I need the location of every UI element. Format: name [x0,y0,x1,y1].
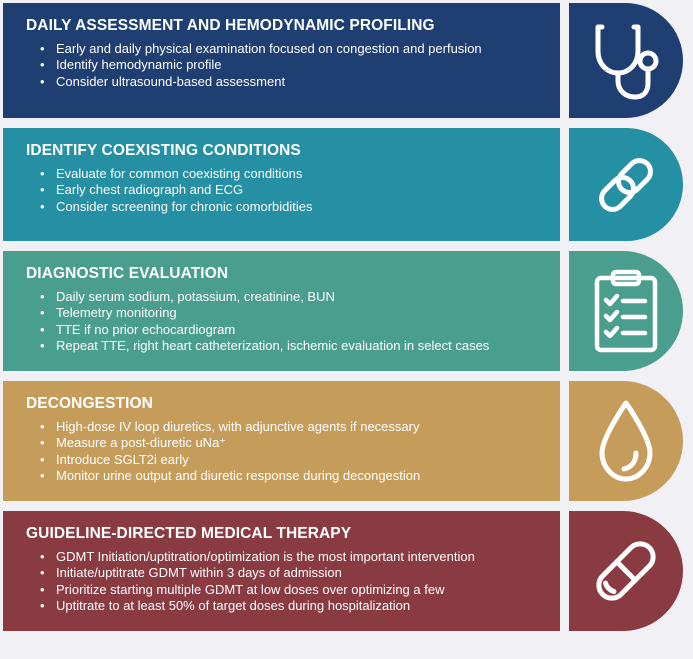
list-item: • Early and daily physical examination focused on congestion and perfusion [40,41,560,57]
water-drop-icon [596,399,656,483]
section-panel [3,128,560,241]
list-item: • Introduce SGLT2i early [40,452,560,468]
list-item: • Consider ultrasound-based assessment [40,74,560,90]
stethoscope-icon [590,21,662,101]
list-item: • Initiate/uptitrate GDMT within 3 days of admission [40,565,560,581]
list-item: • Daily serum sodium, potassium, creatinine, BUN [40,289,560,305]
list-item: • High-dose IV loop diuretics, with adjunctive agents if necessary [40,419,560,435]
clipboard-checklist-icon [591,268,661,354]
section-icon-tab [569,3,683,118]
list-item: • GDMT Initiation/uptitration/optimization is the most important intervention [40,549,560,565]
section-list [26,289,560,355]
section-icon-tab [569,128,683,241]
section-icon-tab [569,511,683,631]
pill-capsule-icon [587,532,665,610]
section-icon-tab [569,381,683,501]
list-item: • Telemetry monitoring [40,305,560,321]
section-list [26,549,560,615]
section-list [26,166,560,215]
section-title: IDENTIFY COEXISTING CONDITIONS [26,142,301,159]
list-item: • TTE if no prior echocardiogram [40,322,560,338]
chain-link-icon [588,147,664,223]
section-title: GUIDELINE-DIRECTED MEDICAL THERAPY [26,525,352,542]
list-item: • Repeat TTE, right heart catheterization, ischemic evaluation in select cases [40,338,560,354]
section-list [26,41,560,90]
list-item: • Uptitrate to at least 50% of target doses during hospitalization [40,598,560,614]
section-title: DAILY ASSESSMENT AND HEMODYNAMIC PROFILING [26,17,435,34]
list-item: • Monitor urine output and diuretic response during decongestion [40,468,560,484]
section-panel [3,3,560,118]
section-list [26,419,560,485]
section-title: DIAGNOSTIC EVALUATION [26,265,229,282]
section-icon-tab [569,251,683,371]
list-item: • Measure a post-diuretic uNa⁺ [40,435,560,451]
list-item: • Identify hemodynamic profile [40,57,560,73]
section-panel [3,511,560,631]
section-panel [3,381,560,501]
list-item: • Prioritize starting multiple GDMT at low doses over optimizing a few [40,582,560,598]
list-item: • Evaluate for common coexisting conditions [40,166,560,182]
list-item: • Early chest radiograph and ECG [40,182,560,198]
section-title: DECONGESTION [26,395,153,412]
section-panel [3,251,560,371]
list-item: • Consider screening for chronic comorbidities [40,199,560,215]
